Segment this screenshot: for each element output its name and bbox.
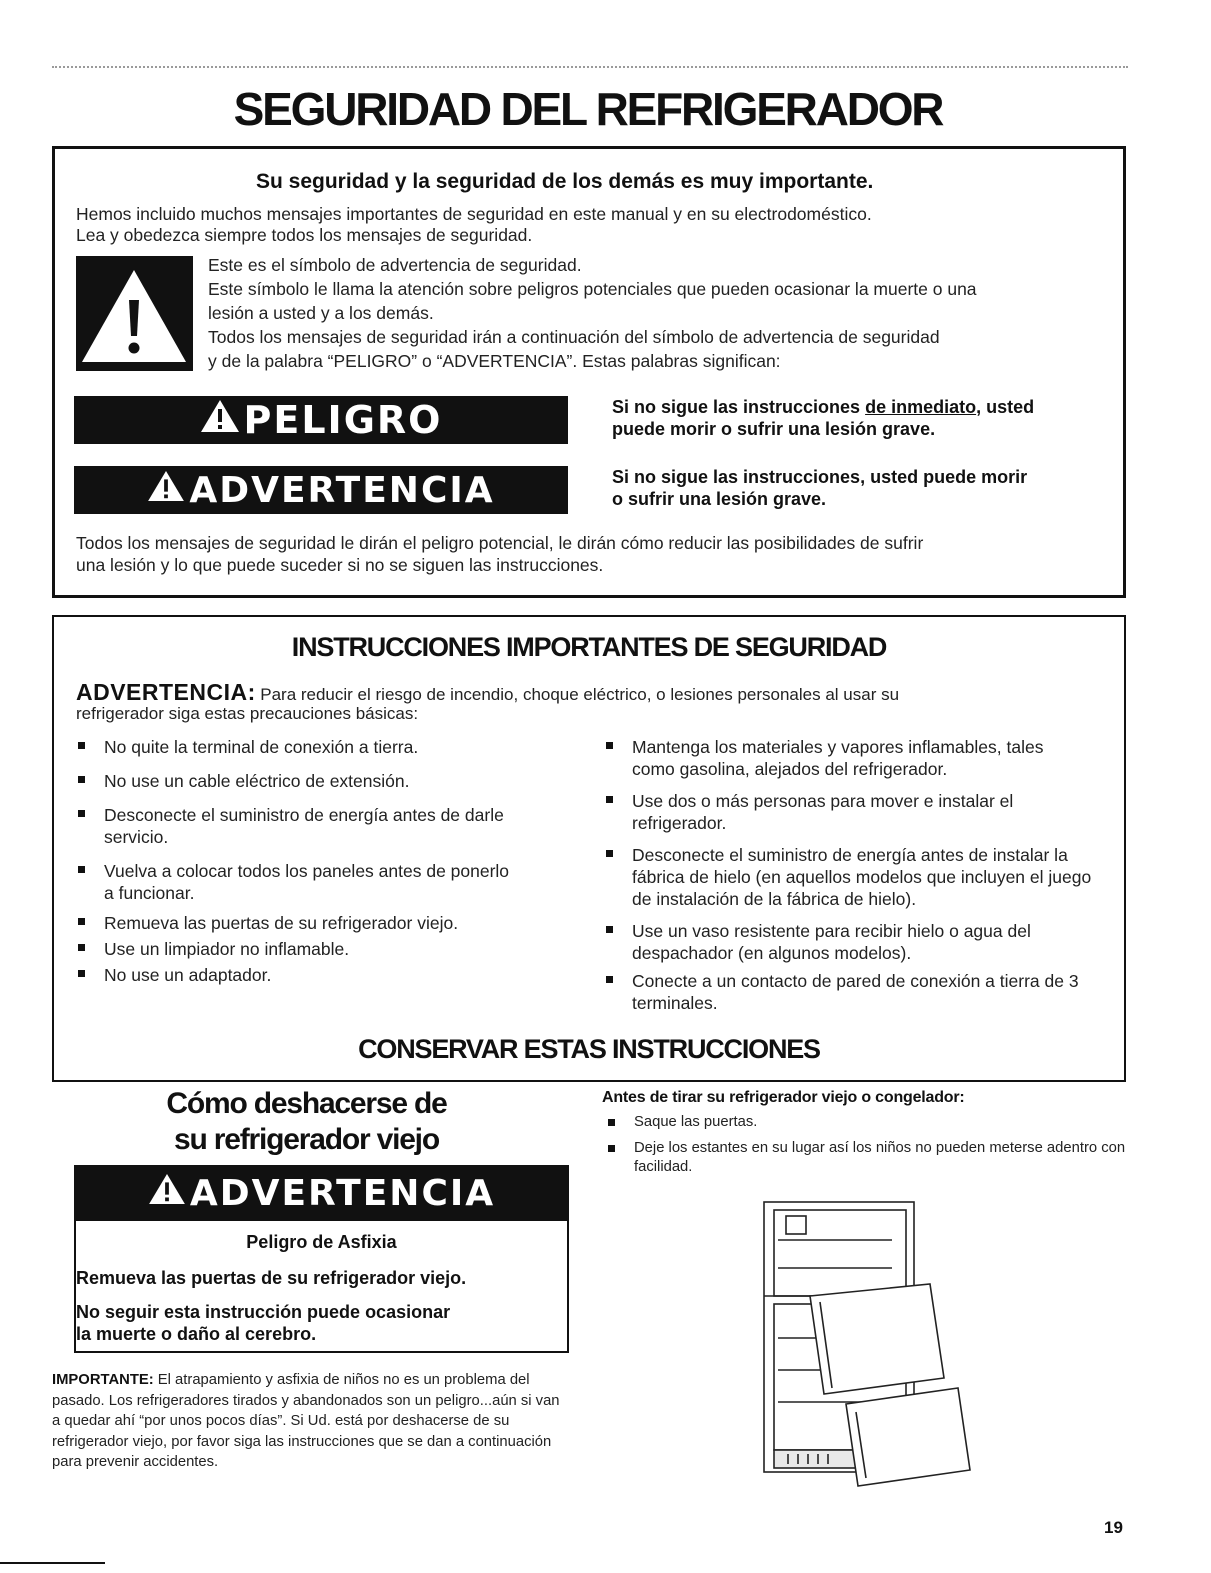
peligro-banner bbox=[74, 396, 568, 444]
warning-triangle-icon bbox=[147, 470, 185, 511]
disposal-advertencia-label: ADVERTENCIA bbox=[189, 1172, 496, 1214]
list-item: No use un adaptador. bbox=[76, 964, 546, 986]
safety-intro-line-1: Hemos incluido muchos mensajes importantes de seguridad en este manual y en su electrodoméstico. bbox=[76, 204, 872, 224]
safety-footer-line: Todos los mensajes de seguridad le dirán el peligro potencial, le dirán cómo reducir las posibilidades de sufrir bbox=[76, 533, 924, 553]
instructions-right-list bbox=[604, 736, 1109, 1014]
disposal-instruction: Remueva las puertas de su refrigerador viejo. bbox=[76, 1268, 467, 1288]
advertencia-banner bbox=[74, 466, 568, 514]
instructions-warning bbox=[76, 679, 1116, 706]
instructions-warning-text: Para reducir el riesgo de incendio, choque eléctrico, o lesiones personales al usar su bbox=[260, 685, 900, 704]
disposal-consequence bbox=[76, 1301, 450, 1345]
safety-heading: Su seguridad y la seguridad de los demás es muy importante. bbox=[256, 170, 874, 193]
page-title: SEGURIDAD DEL REFRIGERADOR bbox=[233, 83, 943, 135]
peligro-label: PELIGRO bbox=[243, 398, 443, 442]
safety-intro-line-2: Lea y obedezca siempre todos los mensajes de seguridad. bbox=[76, 225, 533, 245]
list-item: Use un limpiador no inflamable. bbox=[76, 938, 546, 960]
list-item: Mantenga los materiales y vapores inflamables, tales como gasolina, alejados del refrigerador. bbox=[604, 736, 1064, 780]
instructions-left-list bbox=[76, 736, 546, 986]
list-item: Vuelva a colocar todos los paneles antes de ponerlo a funcionar. bbox=[76, 860, 516, 904]
consequence-line: la muerte o daño al cerebro. bbox=[76, 1324, 317, 1344]
instructions-heading: INSTRUCCIONES IMPORTANTES DE SEGURIDAD bbox=[291, 632, 887, 662]
list-item: Remueva las puertas de su refrigerador viejo. bbox=[76, 912, 546, 934]
disposal-advertencia-banner bbox=[74, 1165, 569, 1221]
list-item: Saque las puertas. bbox=[606, 1113, 1126, 1132]
list-item: Deje los estantes en su lugar así los niños no pueden meterse adentro con facilidad. bbox=[606, 1139, 1126, 1177]
list-item: No quite la terminal de conexión a tierra. bbox=[76, 736, 546, 758]
safety-footer-line: una lesión y lo que puede suceder si no se siguen las instrucciones. bbox=[76, 555, 604, 575]
list-item: Desconecte el suministro de energía antes de darle servicio. bbox=[76, 804, 516, 848]
peligro-text-underlined: de inmediato bbox=[865, 397, 977, 417]
refrigerator-without-doors-illustration bbox=[758, 1198, 974, 1488]
disposal-heading bbox=[74, 1086, 539, 1158]
list-item: Use dos o más personas para mover e instalar el refrigerador. bbox=[604, 790, 1064, 834]
symbol-line: lesión a usted y a los demás. bbox=[208, 303, 434, 323]
symbol-line: Este símbolo le llama la atención sobre peligros potenciales que pueden ocasionar la muerte o una bbox=[208, 279, 977, 299]
list-item: Desconecte el suministro de energía antes de instalar la fábrica de hielo (en aquellos modelos que incluyen el juego de instalación de la fábrica de hielo). bbox=[604, 844, 1109, 910]
advertencia-meaning bbox=[612, 466, 1027, 510]
list-item: No use un cable eléctrico de extensión. bbox=[76, 770, 546, 792]
top-dotted-rule bbox=[52, 66, 1128, 68]
disposal-heading-line: Cómo deshacerse de bbox=[166, 1087, 447, 1120]
keep-instructions-heading: CONSERVAR ESTAS INSTRUCCIONES bbox=[358, 1034, 820, 1064]
peligro-text: , usted bbox=[976, 397, 1035, 417]
instructions-warning-label: ADVERTENCIA: bbox=[76, 679, 256, 705]
list-item: Conecte a un contacto de pared de conexión a tierra de 3 terminales. bbox=[604, 970, 1109, 1014]
warning-triangle-icon bbox=[148, 1173, 186, 1214]
important-note bbox=[52, 1370, 566, 1473]
before-disposal-list bbox=[606, 1113, 1126, 1177]
advertencia-text: o sufrir una lesión grave. bbox=[612, 489, 827, 509]
symbol-line: Todos los mensajes de seguridad irán a continuación del símbolo de advertencia de seguridad bbox=[208, 327, 940, 347]
important-text: El atrapamiento y asfixia de niños no es un problema del pasado. Los refrigeradores tirados y abandonados son un peligro...aún si van a quedar ahí “por unos pocos días”. Si Ud. está por deshacerse de su refrigerador viejo, por favor siga las instrucciones que se dan a continuación para prevenir accidentes. bbox=[52, 1372, 560, 1470]
consequence-line: No seguir esta instrucción puede ocasionar bbox=[76, 1302, 451, 1322]
advertencia-label: ADVERTENCIA bbox=[189, 469, 495, 511]
important-label: IMPORTANTE: bbox=[52, 1372, 154, 1388]
advertencia-text: Si no sigue las instrucciones, usted puede morir bbox=[612, 467, 1028, 487]
safety-footer bbox=[76, 532, 923, 576]
symbol-line: y de la palabra “PELIGRO” o “ADVERTENCIA”. Estas palabras significan: bbox=[208, 351, 781, 371]
hazard-title: Peligro de Asfixia bbox=[246, 1232, 397, 1252]
before-disposal-heading: Antes de tirar su refrigerador viejo o congelador: bbox=[602, 1089, 965, 1106]
page-number: 19 bbox=[1104, 1518, 1123, 1537]
instructions-warning-text-2: refrigerador siga estas precauciones básicas: bbox=[76, 704, 419, 723]
disposal-heading-line: su refrigerador viejo bbox=[174, 1123, 439, 1156]
warning-triangle-icon bbox=[200, 398, 240, 442]
peligro-meaning bbox=[612, 396, 1034, 440]
bottom-edge-rule bbox=[0, 1562, 105, 1564]
peligro-text: Si no sigue las instrucciones bbox=[612, 397, 866, 417]
list-item: Use un vaso resistente para recibir hielo o agua del despachador (en algunos modelos). bbox=[604, 920, 1109, 964]
safety-alert-icon bbox=[76, 256, 193, 371]
language-side-tab bbox=[1150, 815, 1190, 1050]
symbol-description bbox=[208, 253, 977, 373]
symbol-line: Este es el símbolo de advertencia de seguridad. bbox=[208, 255, 582, 275]
peligro-text: puede morir o sufrir una lesión grave. bbox=[612, 419, 936, 439]
